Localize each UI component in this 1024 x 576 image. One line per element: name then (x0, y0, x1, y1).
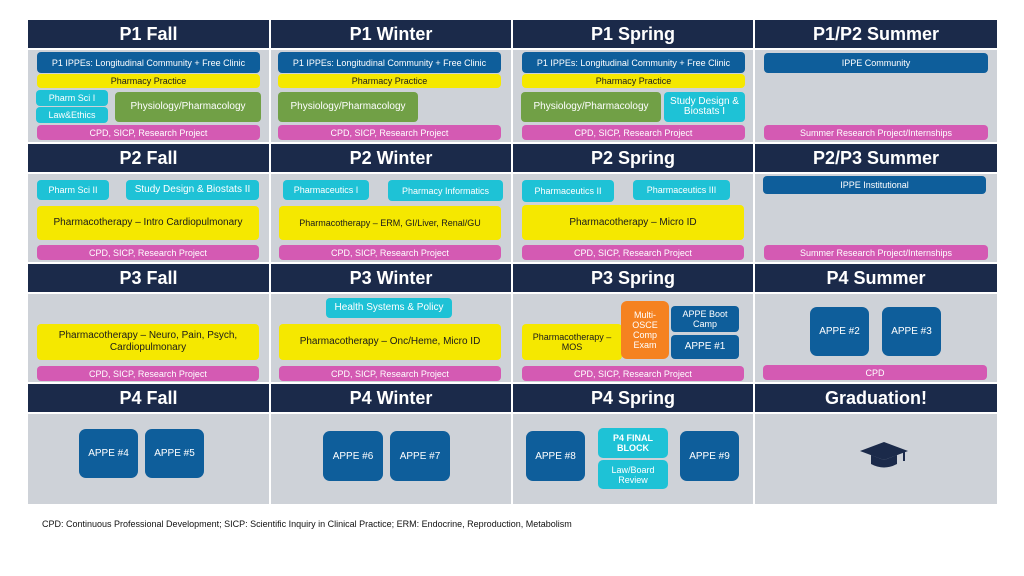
course-appe-3: APPE #3 (882, 307, 941, 356)
course-cpd-sicp: CPD, SICP, Research Project (279, 245, 501, 260)
course-pharm-sci-1: Pharm Sci I (36, 90, 108, 106)
header-p3-spring: P3 Spring (513, 264, 753, 292)
course-pharmaco-micro: Pharmacotherapy – Micro ID (522, 205, 744, 240)
cell-p2p3-summer (755, 174, 997, 262)
footnote: CPD: Continuous Professional Development; SICP: Scientific Inquiry in Clinical Practice; ERM: Endocrine, Reproduction, Metabolism (42, 519, 572, 529)
cell-p1-winter (271, 50, 511, 142)
course-pharmaceutics-2: Pharmaceutics II (522, 180, 614, 202)
header-p2p3-summer: P2/P3 Summer (755, 144, 997, 172)
course-cpd-sicp: CPD, SICP, Research Project (37, 245, 259, 260)
course-p1-ippe: P1 IPPEs: Longitudinal Community + Free Clinic (278, 52, 501, 73)
course-appe-boot-camp: APPE Boot Camp (671, 306, 739, 332)
header-p2-winter: P2 Winter (271, 144, 511, 172)
cell-p1-fall (28, 50, 269, 142)
header-graduation: Graduation! (755, 384, 997, 412)
cell-p4-fall (28, 414, 269, 504)
cell-p4-spring (513, 414, 753, 504)
course-cpd-sicp: CPD, SICP, Research Project (522, 366, 744, 381)
course-pharmacy-informatics: Pharmacy Informatics (388, 180, 503, 201)
header-p4-summer: P4 Summer (755, 264, 997, 292)
cell-p3-winter (271, 294, 511, 382)
header-p1-spring: P1 Spring (513, 20, 753, 48)
course-ippe-community: IPPE Community (764, 53, 988, 73)
course-physiology-pharmacology: Physiology/Pharmacology (521, 92, 661, 122)
course-pharmaceutics-1: Pharmaceutics I (283, 180, 369, 200)
course-appe-6: APPE #6 (323, 431, 383, 481)
cell-p2-spring (513, 174, 753, 262)
course-pharmaceutics-3: Pharmaceutics III (633, 180, 730, 200)
course-cpd-sicp: CPD, SICP, Research Project (522, 125, 745, 140)
course-pharmacy-practice: Pharmacy Practice (522, 74, 745, 88)
course-pharmaco-mos: Pharmacotherapy – MOS (522, 324, 622, 360)
course-cpd-sicp: CPD, SICP, Research Project (37, 366, 259, 381)
course-appe-4: APPE #4 (79, 429, 138, 478)
course-study-design-1: Study Design & Biostats I (664, 92, 745, 122)
course-health-systems: Health Systems & Policy (326, 298, 452, 318)
cell-p4-winter (271, 414, 511, 504)
course-ippe-institutional: IPPE Institutional (763, 176, 986, 194)
course-summer-research: Summer Research Project/Internships (764, 125, 988, 140)
course-cpd-sicp: CPD, SICP, Research Project (279, 366, 501, 381)
course-law-ethics: Law&Ethics (36, 107, 108, 123)
header-p1p2-summer: P1/P2 Summer (755, 20, 997, 48)
header-p4-winter: P4 Winter (271, 384, 511, 412)
course-physiology-pharmacology: Physiology/Pharmacology (278, 92, 418, 122)
course-p4-final-block: P4 FINAL BLOCK (598, 428, 668, 458)
course-pharmaco-onc: Pharmacotherapy – Onc/Heme, Micro ID (279, 324, 501, 360)
cell-p3-spring (513, 294, 753, 382)
course-summer-research: Summer Research Project/Internships (764, 245, 988, 260)
cell-p2-winter (271, 174, 511, 262)
course-cpd-sicp: CPD, SICP, Research Project (522, 245, 744, 260)
course-pharmaco-neuro: Pharmacotherapy – Neuro, Pain, Psych, Cardiopulmonary (37, 324, 259, 360)
header-p1-fall: P1 Fall (28, 20, 269, 48)
graduation-cap-icon (858, 440, 910, 470)
course-p1-ippe: P1 IPPEs: Longitudinal Community + Free Clinic (522, 52, 745, 73)
course-pharmacy-practice: Pharmacy Practice (37, 74, 260, 88)
course-physiology-pharmacology: Physiology/Pharmacology (115, 92, 261, 122)
course-appe-1: APPE #1 (671, 335, 739, 359)
course-multi-osce: Multi-OSCE Comp Exam (621, 301, 669, 359)
course-law-board-review: Law/Board Review (598, 460, 668, 489)
header-p1-winter: P1 Winter (271, 20, 511, 48)
course-pharmacy-practice: Pharmacy Practice (278, 74, 501, 88)
header-p3-fall: P3 Fall (28, 264, 269, 292)
cell-p1p2-summer (755, 50, 997, 142)
cell-p1-spring (513, 50, 753, 142)
course-p1-ippe: P1 IPPEs: Longitudinal Community + Free Clinic (37, 52, 260, 73)
cell-p2-fall (28, 174, 269, 262)
cell-p3-fall (28, 294, 269, 382)
header-p4-fall: P4 Fall (28, 384, 269, 412)
header-p2-spring: P2 Spring (513, 144, 753, 172)
cell-p4-summer (755, 294, 997, 382)
course-appe-2: APPE #2 (810, 307, 869, 356)
course-cpd-sicp: CPD, SICP, Research Project (37, 125, 260, 140)
header-p3-winter: P3 Winter (271, 264, 511, 292)
course-cpd: CPD (763, 365, 987, 380)
header-p2-fall: P2 Fall (28, 144, 269, 172)
course-appe-5: APPE #5 (145, 429, 204, 478)
course-cpd-sicp: CPD, SICP, Research Project (278, 125, 501, 140)
course-appe-8: APPE #8 (526, 431, 585, 481)
course-appe-9: APPE #9 (680, 431, 739, 481)
course-appe-7: APPE #7 (390, 431, 450, 481)
course-pharm-sci-2: Pharm Sci II (37, 180, 109, 200)
course-pharmaco-intro: Pharmacotherapy – Intro Cardiopulmonary (37, 206, 259, 240)
header-p4-spring: P4 Spring (513, 384, 753, 412)
course-pharmaco-erm: Pharmacotherapy – ERM, GI/Liver, Renal/GU (279, 206, 501, 240)
course-study-design-2: Study Design & Biostats II (126, 180, 259, 200)
